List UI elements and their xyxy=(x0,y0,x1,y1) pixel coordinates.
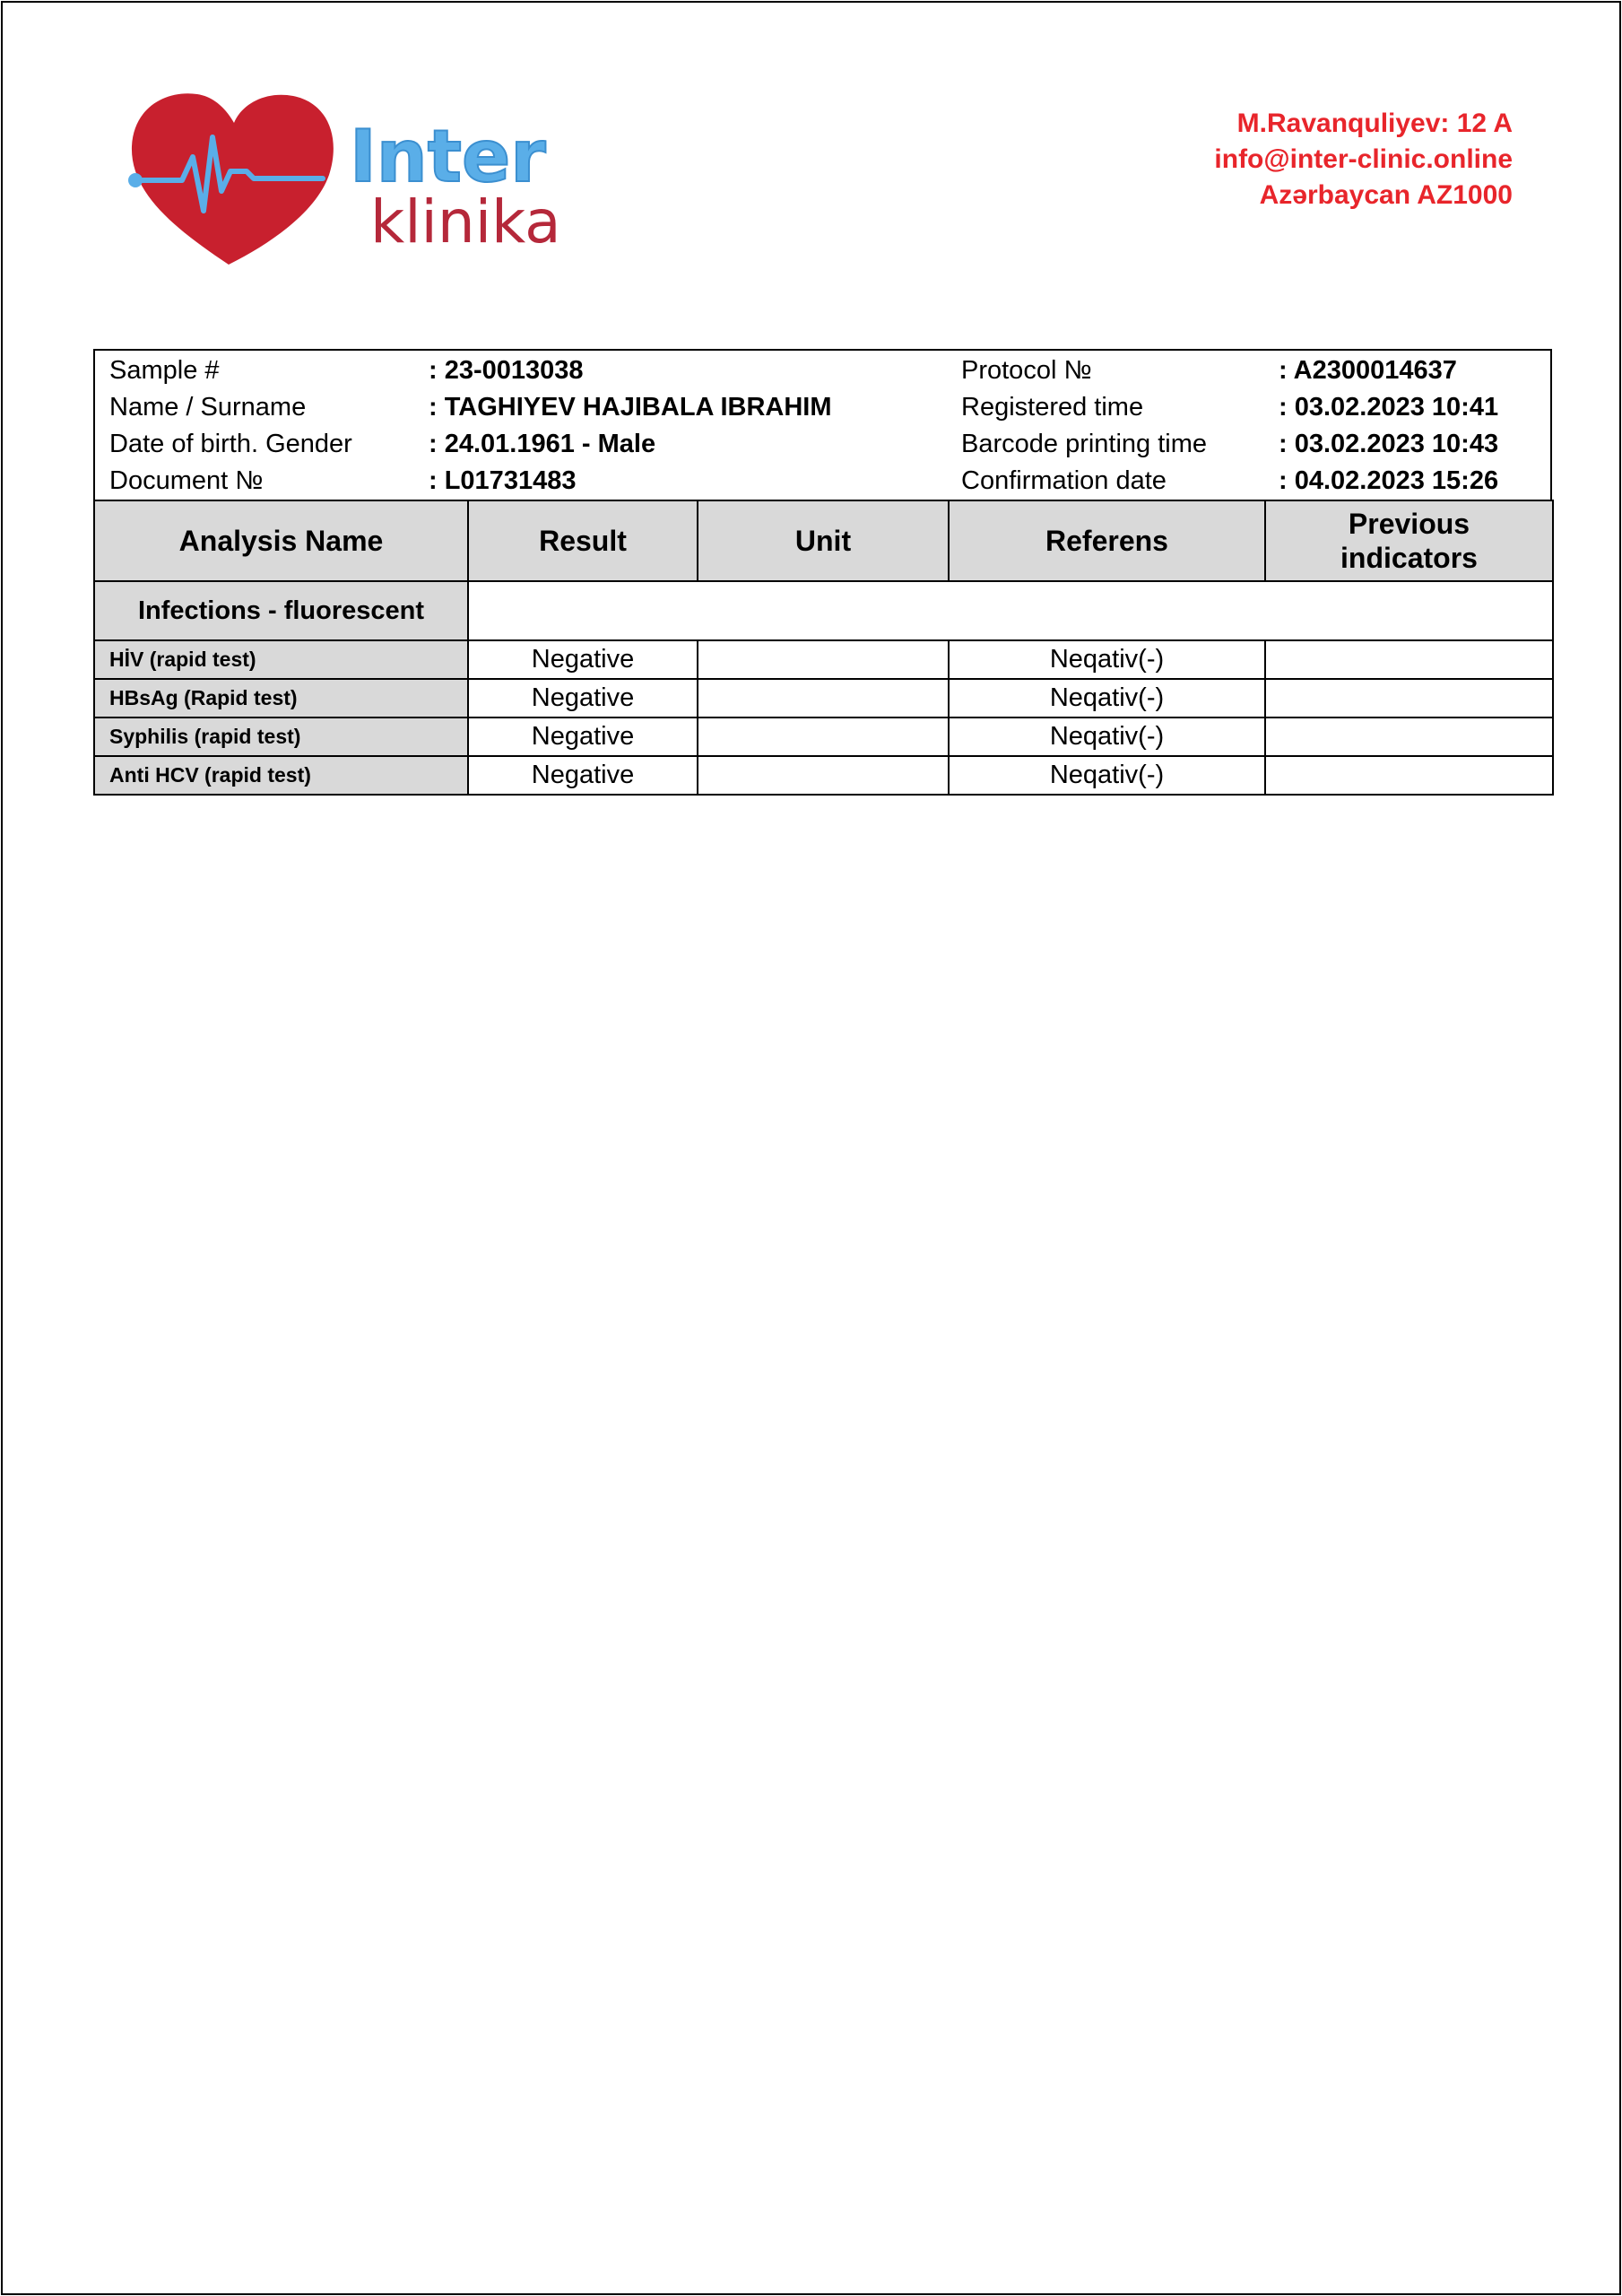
header-previous-indicators xyxy=(1265,500,1553,581)
test-result: Negative xyxy=(468,640,698,679)
test-previous xyxy=(1265,718,1553,756)
table-row xyxy=(94,756,1553,795)
document-value: : L01731483 xyxy=(429,466,577,495)
info-row-document xyxy=(95,463,1550,500)
logo-wordmark-inter: Inter xyxy=(350,115,546,198)
test-name: Syphilis (rapid test) xyxy=(94,718,468,756)
info-row-dob xyxy=(95,426,1550,463)
header-previous-line1: Previous xyxy=(1348,508,1470,540)
test-referens: Neqativ(-) xyxy=(949,640,1265,679)
name-value: : TAGHIYEV HAJIBALA IBRAHIM xyxy=(429,393,832,422)
test-unit xyxy=(698,756,949,795)
test-result: Negative xyxy=(468,718,698,756)
sample-label: Sample # xyxy=(109,356,220,385)
table-header-row xyxy=(94,500,1553,581)
test-name: Anti HCV (rapid test) xyxy=(94,756,468,795)
table-row xyxy=(94,718,1553,756)
barcode-value: : 03.02.2023 10:43 xyxy=(1279,430,1499,458)
header-result: Result xyxy=(468,500,698,581)
header-analysis-name: Analysis Name xyxy=(94,500,468,581)
name-label: Name / Surname xyxy=(109,393,307,422)
test-previous xyxy=(1265,756,1553,795)
test-previous xyxy=(1265,640,1553,679)
sample-value: : 23-0013038 xyxy=(429,356,584,385)
test-unit xyxy=(698,718,949,756)
address-email: info@inter-clinic.online xyxy=(1214,144,1513,174)
table-row xyxy=(94,640,1553,679)
test-referens: Neqativ(-) xyxy=(949,679,1265,718)
header-unit: Unit xyxy=(698,500,949,581)
address-street: M.Ravanquliyev: 12 A xyxy=(1236,109,1513,138)
barcode-label: Barcode printing time xyxy=(961,430,1208,458)
registered-value: : 03.02.2023 10:41 xyxy=(1279,393,1499,422)
registered-label: Registered time xyxy=(961,393,1144,422)
protocol-label: Protocol № xyxy=(961,356,1092,385)
test-unit xyxy=(698,640,949,679)
document-label: Document № xyxy=(109,466,264,495)
protocol-value: : A2300014637 xyxy=(1279,356,1457,385)
patient-info xyxy=(93,349,1552,500)
header-previous-line2: indicators xyxy=(1340,542,1478,574)
test-previous xyxy=(1265,679,1553,718)
group-empty-cell xyxy=(468,581,1553,640)
address-country: Azərbaycan AZ1000 xyxy=(1259,180,1513,210)
test-referens: Neqativ(-) xyxy=(949,756,1265,795)
logo-wordmark-klinika: klinika xyxy=(370,187,561,257)
info-row-name xyxy=(95,389,1550,426)
group-row xyxy=(94,581,1553,640)
page-frame xyxy=(1,1,1621,2295)
test-referens: Neqativ(-) xyxy=(949,718,1265,756)
results-table xyxy=(93,500,1554,796)
test-name: HBsAg (Rapid test) xyxy=(94,679,468,718)
dob-label: Date of birth. Gender xyxy=(109,430,352,458)
clinic-logo xyxy=(121,85,560,274)
header-referens: Referens xyxy=(949,500,1265,581)
test-name: HİV (rapid test) xyxy=(94,640,468,679)
table-row xyxy=(94,679,1553,718)
confirmation-value: : 04.02.2023 15:26 xyxy=(1279,466,1499,495)
dob-value: : 24.01.1961 - Male xyxy=(429,430,656,458)
clinic-address xyxy=(1214,106,1513,213)
test-result: Negative xyxy=(468,679,698,718)
test-result: Negative xyxy=(468,756,698,795)
info-row-sample xyxy=(95,352,1550,389)
confirmation-label: Confirmation date xyxy=(961,466,1167,495)
test-unit xyxy=(698,679,949,718)
group-name: Infections - fluorescent xyxy=(94,581,468,640)
